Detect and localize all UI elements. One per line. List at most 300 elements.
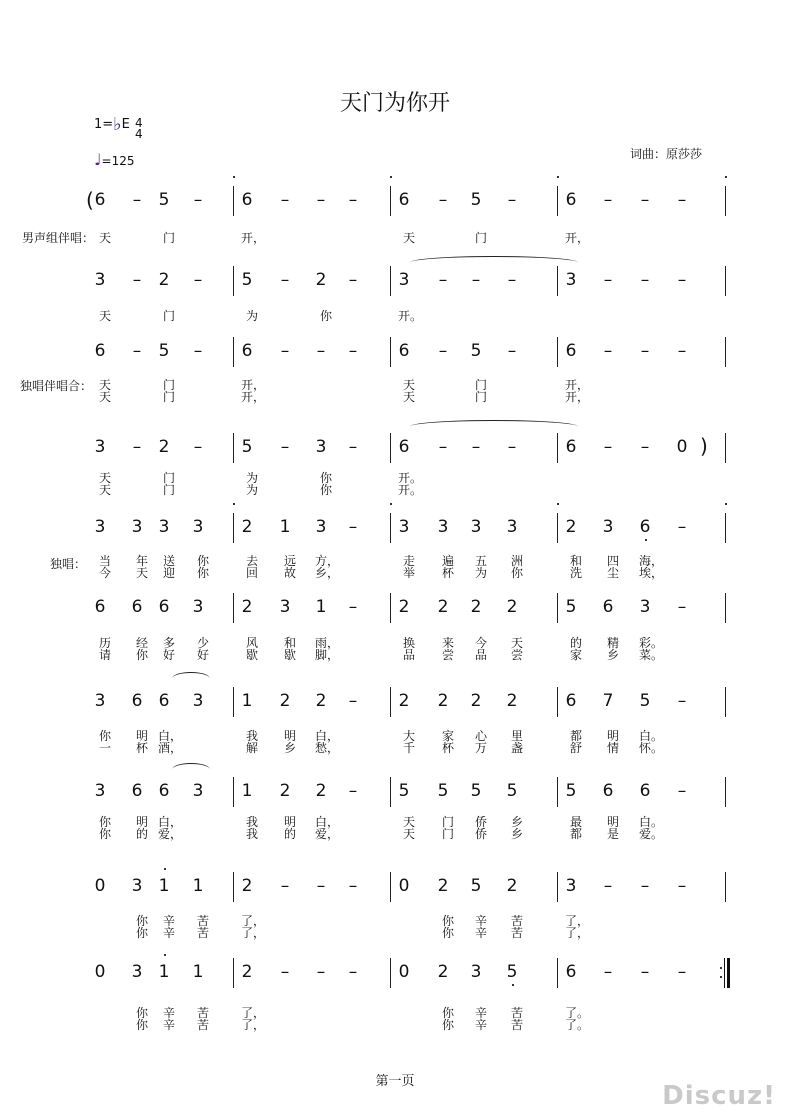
lyric-syllable: 我 (245, 815, 258, 829)
lyric-syllable: 白， (315, 729, 340, 743)
lyric-syllable: 解 (245, 741, 258, 755)
lyric-syllable: 天 (98, 309, 111, 323)
note-2: 2 (158, 437, 170, 457)
lyric-syllable: 你 (98, 827, 111, 841)
note-0: 0 (94, 962, 106, 982)
note-6: 6 (639, 517, 651, 537)
note-dash: – (132, 341, 142, 361)
barline (725, 593, 726, 623)
lyric-syllable: 尝 (441, 648, 454, 662)
note-2: 2 (315, 781, 327, 801)
lyric-syllable: 的 (569, 636, 582, 650)
note-dash: – (677, 597, 687, 617)
note-3: 3 (565, 876, 577, 896)
note-3: 3 (315, 437, 327, 457)
lyric-syllable: 苦 (510, 1006, 523, 1020)
watermark-logo: Discuz! (662, 1081, 776, 1111)
lyric-syllable: 四 (606, 554, 619, 568)
lyric-syllable: 和 (283, 636, 296, 650)
note-2: 2 (506, 876, 518, 896)
lyric-syllable: 你 (196, 566, 209, 580)
tie-arc (410, 256, 578, 269)
lyric-syllable: 我 (245, 729, 258, 743)
lyric-syllable: 了， (565, 914, 590, 928)
note-6: 6 (639, 781, 651, 801)
lyric-syllable: 精 (606, 636, 619, 650)
note-6: 6 (241, 190, 253, 210)
lyric-syllable: 举 (402, 566, 415, 580)
lyric-syllable: 侨 (474, 827, 487, 841)
lyric-syllable: 辛 (474, 926, 487, 940)
song-title: 天门为你开 (339, 91, 450, 116)
lyric-syllable: 盏 (510, 741, 523, 755)
note-3: 3 (192, 597, 204, 617)
note-3: 3 (94, 781, 106, 801)
note-0: 0 (676, 437, 688, 457)
lyric-syllable: 辛 (474, 1018, 487, 1032)
note-dash: – (438, 270, 448, 290)
lyric-syllable: 杯 (135, 741, 148, 755)
lyric-syllable: 你 (98, 815, 111, 829)
lyric-syllable: 回 (245, 566, 258, 580)
lyric-syllable: 历 (98, 636, 111, 650)
barline (390, 266, 391, 296)
note-dash: – (677, 781, 687, 801)
part-label-solo: 独唱： (50, 557, 87, 571)
lyric-syllable: 远 (283, 554, 296, 568)
lyric-syllable: 歇 (283, 648, 296, 662)
note-dash: – (316, 190, 326, 210)
lyric-syllable: 了。 (565, 1018, 590, 1032)
note-6: 6 (131, 691, 143, 711)
note-1: 1 (279, 517, 291, 537)
note-dash: – (507, 270, 517, 290)
note-5: 5 (470, 876, 482, 896)
lyric-syllable: 品 (474, 648, 487, 662)
barline (557, 337, 558, 367)
note-6: 6 (131, 597, 143, 617)
note-2: 2 (506, 691, 518, 711)
barline (725, 777, 726, 807)
lyric-syllable: 最 (569, 815, 582, 829)
barline (390, 958, 391, 988)
quarter-note-icon: ♩ (94, 150, 102, 169)
barline (233, 186, 234, 216)
lyric-syllable: 为 (245, 483, 258, 497)
lyric-syllable: 天 (402, 231, 415, 245)
note-dash: – (507, 341, 517, 361)
lyric-syllable: 门 (162, 231, 175, 245)
note-dash: – (640, 270, 650, 290)
barline (725, 687, 726, 717)
lyric-syllable: 遍 (441, 554, 454, 568)
note-6: 6 (398, 341, 410, 361)
note-3: 3 (565, 270, 577, 290)
note-3: 3 (158, 517, 170, 537)
note-3: 3 (94, 691, 106, 711)
lyric-syllable: 心 (474, 729, 487, 743)
lyric-syllable: 杯 (441, 566, 454, 580)
lyric-syllable: 侨 (474, 815, 487, 829)
lyric-syllable: 你 (441, 914, 454, 928)
beat-dot (233, 503, 235, 505)
lyric-syllable: 你 (135, 1018, 148, 1032)
note-dash: – (603, 341, 613, 361)
note-dash: – (438, 190, 448, 210)
lyric-syllable: 尝 (510, 648, 523, 662)
note-dash: – (640, 962, 650, 982)
note-1: 1 (241, 691, 253, 711)
note-dash: – (280, 876, 290, 896)
barline (390, 687, 391, 717)
barline (557, 687, 558, 717)
barline (390, 186, 391, 216)
note-5: 5 (398, 781, 410, 801)
note-6: 6 (565, 691, 577, 711)
barline (233, 958, 234, 988)
note-1: 1 (241, 781, 253, 801)
note-dash: – (348, 341, 358, 361)
lyric-syllable: 走 (402, 554, 415, 568)
lyric-syllable: 门 (441, 827, 454, 841)
lyric-syllable: 明 (135, 729, 148, 743)
lyric-syllable: 苦 (196, 914, 209, 928)
lyric-syllable: 迎 (162, 566, 175, 580)
repeat-dot (720, 967, 722, 969)
lyric-syllable: 门 (162, 390, 175, 404)
lyric-syllable: 了， (241, 914, 266, 928)
note-5: 5 (506, 962, 518, 982)
lyric-syllable: 尘 (606, 566, 619, 580)
lyric-syllable: 辛 (474, 914, 487, 928)
lyric-syllable: 了， (241, 1018, 266, 1032)
note-dash: – (348, 437, 358, 457)
lyric-syllable: 天 (98, 231, 111, 245)
lyric-syllable: 一 (98, 741, 111, 755)
lyric-syllable: 门 (162, 471, 175, 485)
lyric-syllable: 开， (241, 231, 266, 245)
lyric-syllable: 天 (510, 636, 523, 650)
barline (725, 186, 726, 216)
note-dash: – (348, 781, 358, 801)
lyric-syllable: 杯 (441, 741, 454, 755)
note-2: 2 (279, 781, 291, 801)
lyric-syllable: 明 (283, 815, 296, 829)
barline (557, 777, 558, 807)
note-dash: – (132, 437, 142, 457)
note-dash: – (280, 962, 290, 982)
barline (725, 872, 726, 902)
lyric-syllable: 海， (639, 554, 664, 568)
note-2: 2 (437, 691, 449, 711)
lyric-syllable: 少 (196, 636, 209, 650)
note-6: 6 (602, 597, 614, 617)
barline (390, 433, 391, 463)
lyric-syllable: 都 (569, 729, 582, 743)
slur-arc (172, 763, 210, 776)
lyric-syllable: 开， (565, 390, 590, 404)
tempo-value: =125 (101, 154, 135, 168)
note-dash: – (438, 437, 448, 457)
lyric-syllable: 我 (245, 827, 258, 841)
note-2: 2 (241, 876, 253, 896)
note-5: 5 (158, 341, 170, 361)
note-dash: – (348, 691, 358, 711)
lyric-syllable: 愁， (315, 741, 340, 755)
note-dash: – (316, 341, 326, 361)
barline (725, 433, 726, 463)
lyric-syllable: 天 (98, 378, 111, 392)
credits: 词曲：原莎莎 (630, 147, 703, 161)
note-2: 2 (398, 597, 410, 617)
page-number: 第一页 (375, 1074, 415, 1089)
lyric-syllable: 门 (162, 378, 175, 392)
note-dash: – (603, 190, 613, 210)
slur-arc (172, 672, 210, 685)
note-dash: – (193, 341, 203, 361)
note-dash: – (280, 437, 290, 457)
lyric-syllable: 你 (135, 1006, 148, 1020)
lyric-syllable: 为 (245, 309, 258, 323)
note-3: 3 (279, 597, 291, 617)
note-dash: – (348, 962, 358, 982)
lyric-syllable: 和 (569, 554, 582, 568)
barline (557, 513, 558, 543)
note-dash: – (677, 341, 687, 361)
note-dash: – (603, 270, 613, 290)
barline (557, 186, 558, 216)
barline (233, 593, 234, 623)
note-5: 5 (158, 190, 170, 210)
note-2: 2 (470, 691, 482, 711)
note-6: 6 (565, 437, 577, 457)
flat-symbol: ♭ (113, 114, 122, 135)
note-2: 2 (241, 962, 253, 982)
lyric-syllable: 天 (135, 566, 148, 580)
note-dash: – (348, 190, 358, 210)
note-dash: – (677, 517, 687, 537)
note-dash: – (132, 190, 142, 210)
note-6: 6 (602, 781, 614, 801)
lyric-syllable: 开， (241, 378, 266, 392)
time-signature (135, 118, 143, 140)
beat-dot (233, 176, 235, 178)
note-5: 5 (470, 341, 482, 361)
note-1: 1 (158, 876, 170, 896)
lyric-syllable: 都 (569, 827, 582, 841)
barline (233, 337, 234, 367)
lyric-syllable: 歇 (245, 648, 258, 662)
lyric-syllable: 好 (196, 648, 209, 662)
note-dash: – (640, 341, 650, 361)
lyric-syllable: 苦 (510, 926, 523, 940)
tempo-marking (94, 150, 135, 169)
lyric-syllable: 你 (441, 926, 454, 940)
note-2: 2 (158, 270, 170, 290)
beat-dot (390, 503, 392, 505)
lyric-syllable: 情 (606, 741, 619, 755)
lyric-syllable: 辛 (162, 914, 175, 928)
note-6: 6 (94, 190, 106, 210)
lyric-syllable: 你 (135, 648, 148, 662)
note-3: 3 (131, 517, 143, 537)
note-dash: – (677, 190, 687, 210)
lyric-syllable: 开。 (398, 471, 423, 485)
lyric-syllable: 天 (98, 471, 111, 485)
lyric-syllable: 苦 (196, 1018, 209, 1032)
barline (233, 433, 234, 463)
lyric-syllable: 明 (606, 815, 619, 829)
note-5: 5 (470, 781, 482, 801)
lyric-syllable: 为 (245, 471, 258, 485)
lyric-syllable: 脚， (315, 648, 340, 662)
lyric-syllable: 明 (283, 729, 296, 743)
lyric-syllable: 洲 (510, 554, 523, 568)
note-dash: – (348, 876, 358, 896)
note-2: 2 (470, 597, 482, 617)
beat-dot (725, 176, 727, 178)
time-bottom: 4 (135, 127, 143, 141)
note-6: 6 (241, 341, 253, 361)
lyric-syllable: 送 (162, 554, 175, 568)
lyric-syllable: 爱。 (639, 827, 664, 841)
lyric-syllable: 去 (245, 554, 258, 568)
lyric-syllable: 你 (135, 914, 148, 928)
lyric-syllable: 埃， (639, 566, 664, 580)
lyric-syllable: 苦 (196, 926, 209, 940)
lyric-syllable: 风 (245, 636, 258, 650)
lyric-syllable: 为 (474, 566, 487, 580)
lyric-syllable: 白， (315, 815, 340, 829)
note-6: 6 (94, 341, 106, 361)
lyric-syllable: 白， (158, 815, 183, 829)
lyric-syllable: 万 (474, 741, 487, 755)
lyric-syllable: 你 (319, 309, 332, 323)
lyric-syllable: 白。 (639, 729, 664, 743)
note-dash: – (280, 270, 290, 290)
octave-dot-high (164, 868, 166, 870)
lyric-syllable: 白。 (639, 815, 664, 829)
lyric-syllable: 乡 (606, 648, 619, 662)
end-barline-thick (727, 958, 730, 988)
lyric-syllable: 辛 (162, 1018, 175, 1032)
barline (390, 337, 391, 367)
note-dash: – (677, 876, 687, 896)
lyric-syllable: 怀。 (639, 741, 664, 755)
note-3: 3 (470, 517, 482, 537)
note-6: 6 (158, 597, 170, 617)
note-1: 1 (192, 876, 204, 896)
lyric-syllable: 今 (474, 636, 487, 650)
note-3: 3 (192, 691, 204, 711)
note-0: 0 (94, 876, 106, 896)
end-barline-thin (724, 958, 725, 988)
close-paren: ) (700, 434, 708, 458)
note-6: 6 (398, 190, 410, 210)
lyric-syllable: 天 (402, 827, 415, 841)
lyric-syllable: 开， (241, 390, 266, 404)
beat-dot (725, 503, 727, 505)
lyric-syllable: 乡 (510, 827, 523, 841)
note-5: 5 (639, 691, 651, 711)
note-dash: – (348, 517, 358, 537)
lyric-syllable: 天 (402, 815, 415, 829)
note-6: 6 (131, 781, 143, 801)
note-6: 6 (398, 437, 410, 457)
barline (233, 687, 234, 717)
note-1: 1 (158, 962, 170, 982)
note-dash: – (507, 190, 517, 210)
note-2: 2 (565, 517, 577, 537)
note-3: 3 (639, 597, 651, 617)
note-3: 3 (398, 270, 410, 290)
part-label-combined: 独唱伴唱合： (20, 379, 93, 393)
lyric-syllable: 开， (565, 378, 590, 392)
note-dash: – (471, 270, 481, 290)
lyric-syllable: 门 (162, 309, 175, 323)
lyric-syllable: 天 (402, 390, 415, 404)
lyric-syllable: 酒， (158, 741, 183, 755)
lyric-syllable: 方， (315, 554, 340, 568)
note-dash: – (640, 190, 650, 210)
note-0: 0 (398, 876, 410, 896)
note-dash: – (677, 962, 687, 982)
beat-dot (557, 503, 559, 505)
note-dash: – (677, 691, 687, 711)
lyric-syllable: 天 (98, 390, 111, 404)
barline (725, 337, 726, 367)
lyric-syllable: 家 (441, 729, 454, 743)
lyric-syllable: 明 (135, 815, 148, 829)
barline (557, 593, 558, 623)
lyric-syllable: 的 (283, 827, 296, 841)
lyric-syllable: 苦 (510, 1018, 523, 1032)
note-5: 5 (565, 597, 577, 617)
lyric-syllable: 雨， (315, 636, 340, 650)
note-2: 2 (437, 876, 449, 896)
note-3: 3 (131, 962, 143, 982)
key-prefix: 1= (94, 117, 114, 132)
note-3: 3 (131, 876, 143, 896)
octave-dot-low (645, 539, 647, 541)
note-2: 2 (315, 270, 327, 290)
note-6: 6 (158, 691, 170, 711)
barline (390, 872, 391, 902)
lyric-syllable: 千 (402, 741, 415, 755)
note-3: 3 (470, 962, 482, 982)
lyric-syllable: 你 (319, 471, 332, 485)
barline (390, 593, 391, 623)
lyric-syllable: 你 (319, 483, 332, 497)
note-3: 3 (398, 517, 410, 537)
note-dash: – (280, 341, 290, 361)
note-dash: – (132, 270, 142, 290)
note-5: 5 (506, 781, 518, 801)
repeat-dot (720, 976, 722, 978)
time-top: 4 (135, 116, 143, 130)
barline (233, 513, 234, 543)
note-3: 3 (602, 517, 614, 537)
lyric-syllable: 辛 (162, 926, 175, 940)
note-3: 3 (506, 517, 518, 537)
lyric-syllable: 天 (402, 378, 415, 392)
note-dash: – (348, 597, 358, 617)
lyric-syllable: 开。 (398, 483, 423, 497)
lyric-syllable: 开。 (398, 309, 423, 323)
note-dash: – (603, 437, 613, 457)
note-2: 2 (506, 597, 518, 617)
lyric-syllable: 你 (196, 554, 209, 568)
